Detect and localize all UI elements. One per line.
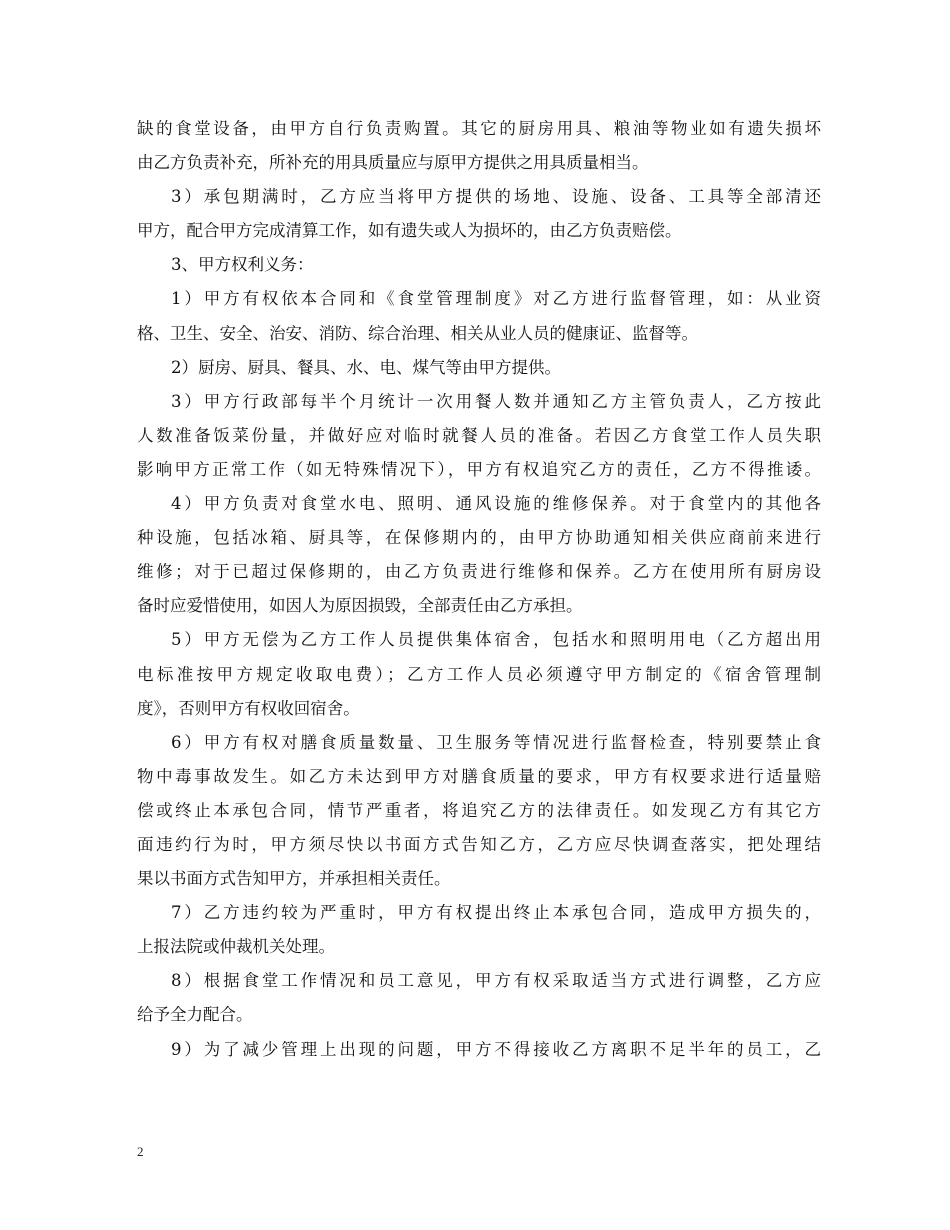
text-line: 5）甲方无偿为乙方工作人员提供集体宿舍，包括水和照明用电（乙方超出用 [171,630,821,650]
text-line: 格、卫生、安全、治安、消防、综合治理、相关从业人员的健康证、监督等。 [137,323,698,343]
text-line: 偿或终止本承包合同，情节严重者，将追究乙方的法律责任。如发现乙方有其它方 [137,800,821,820]
text-line: 度》，否则甲方有权收回宿舍。 [137,698,360,718]
text-line: 8）根据食堂工作情况和员工意见，甲方有权采取适当方式进行调整，乙方应 [171,971,821,991]
text-line: 电标准按甲方规定收取电费）；乙方工作人员必须遵守甲方制定的《宿舍管理制 [137,664,821,684]
text-line: 6）甲方有权对膳食质量数量、卫生服务等情况进行监督检查，特别要禁止食 [171,732,821,752]
text-line: 缺的食堂设备，由甲方自行负责购置。其它的厨房用具、粮油等物业如有遗失损坏 [137,119,821,138]
text-line: 种设施，包括冰箱、厨具等，在保修期内的，由甲方协助通知相关供应商前来进行 [137,528,821,548]
text-line: 7）乙方违约较为严重时，甲方有权提出终止本承包合同，造成甲方损失的， [171,903,821,923]
text-line: 果以书面方式告知甲方，并承担相关责任。 [137,869,451,889]
text-line: 影响甲方正常工作（如无特殊情况下），甲方有权追究乙方的责任，乙方不得推诿。 [137,459,821,479]
text-line: 给予全力配合。 [137,1005,253,1025]
text-line: 人数准备饭菜份量，并做好应对临时就餐人员的准备。若因乙方食堂工作人员失职 [137,425,821,445]
text-line: 2）厨房、厨具、餐具、水、电、煤气等由甲方提供。 [171,357,561,377]
page-number: 2 [137,1144,144,1159]
text-line: 上报法院或仲裁机关处理。 [137,937,335,957]
text-line: 3）承包期满时，乙方应当将甲方提供的场地、设施、设备、工具等全部清还 [171,187,821,207]
text-line: 面违约行为时，甲方须尽快以书面方式告知乙方，乙方应尽快调查落实，把处理结 [137,834,821,854]
document-body [137,112,821,1067]
text-line: 9）为了减少管理上出现的问题，甲方不得接收乙方离职不足半年的员工，乙 [171,1039,821,1059]
text-line: 3、甲方权利义务： [171,255,314,275]
text-line: 4）甲方负责对食堂水电、照明、通风设施的维修保养。对于食堂内的其他各 [171,494,821,514]
text-line: 由乙方负责补充，所补充的用具质量应与原甲方提供之用具质量相当。 [137,153,649,173]
text-line: 3）甲方行政部每半个月统计一次用餐人数并通知乙方主管负责人，乙方按此 [171,391,821,411]
text-line: 物中毒事故发生。如乙方未达到甲方对膳食质量的要求，甲方有权要求进行适量赔 [137,766,821,786]
text-line: 维修；对于已超过保修期的，由乙方负责进行维修和保养。乙方在使用所有厨房设 [137,562,821,582]
text-line: 甲方，配合甲方完成清算工作，如有遗失或人为损坏的，由乙方负责赔偿。 [137,221,682,241]
text-line: 1）甲方有权依本合同和《食堂管理制度》对乙方进行监督管理，如：从业资 [171,289,821,309]
text-line: 备时应爱惜使用，如因人为原因损毁，全部责任由乙方承担。 [137,596,583,616]
